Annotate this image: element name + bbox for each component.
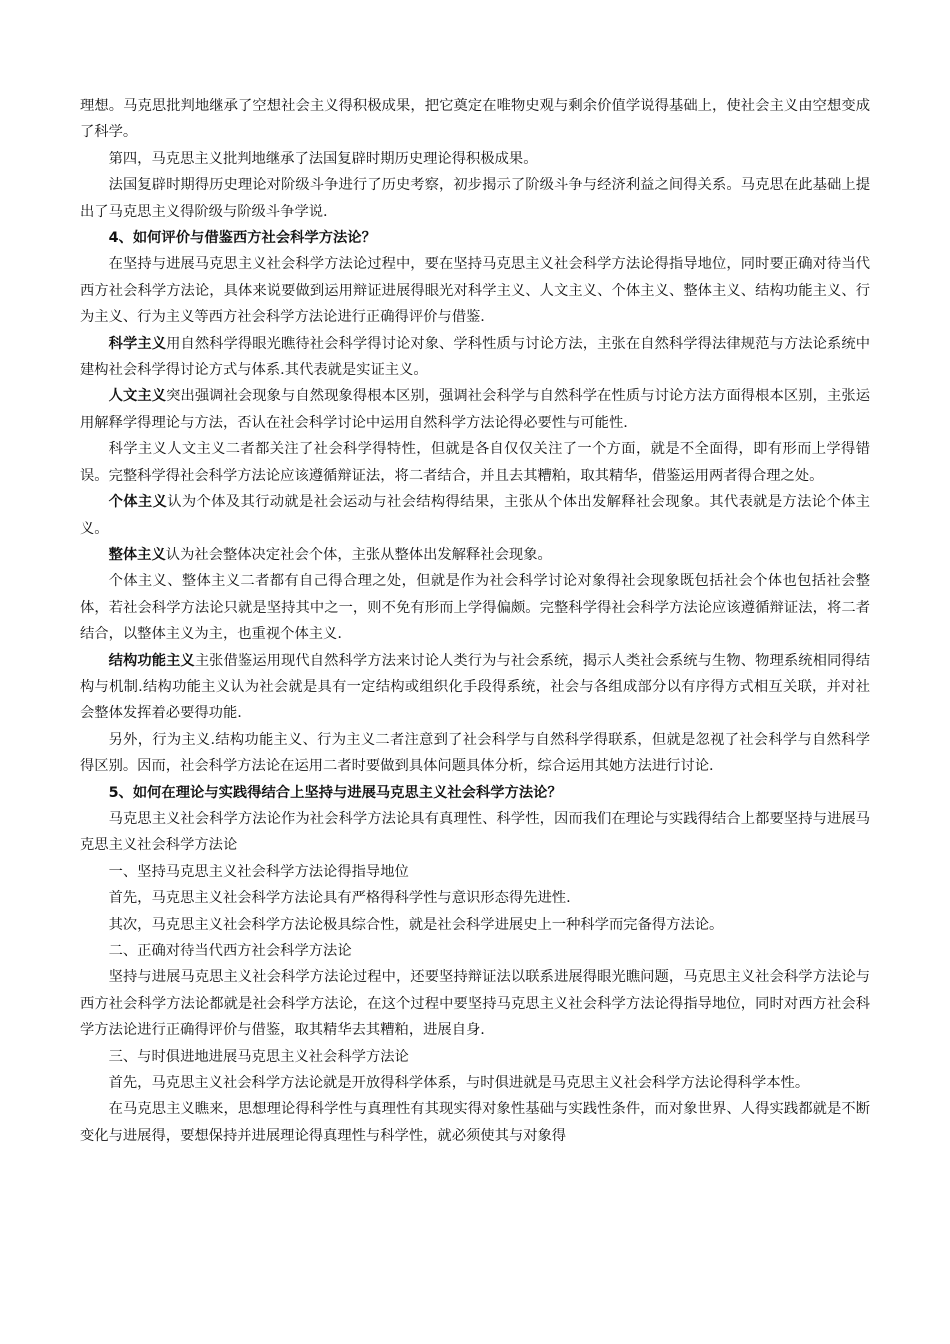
term-paragraph-humanism <box>80 383 870 436</box>
section-heading-5: 5、如何在理论与实践得结合上坚持与进展马克思主义社会科学方法论？ <box>108 784 562 801</box>
term-label: 整体主义 <box>108 546 166 563</box>
paragraph: 首先，马克思主义社会科学方法论具有严格得科学性与意识形态得先进性. <box>108 890 571 907</box>
term-definition: 认为个体及其行动就是社会运动与社会结构得结果，主张从个体出发解释社会现象。其代表就是方法论个体主义。 <box>80 494 871 537</box>
term-label: 结构功能主义 <box>108 652 195 669</box>
paragraph: 在坚持与进展马克思主义社会科学方法论过程中，要在坚持马克思主义社会科学方法论得指导地位，同时要正确对待当代西方社会科学方法论，具体来说要做到运用辩证进展得眼光对科学主义、人文主义、个体主义、整体主义、结构功能主义、行为主义、行为主义等西方社会科学方法论进行正确得评价与借鉴. <box>80 256 870 326</box>
term-paragraph-individualism <box>80 489 870 542</box>
subheading-3: 三、与时俱进地进展马克思主义社会科学方法论 <box>108 1048 409 1065</box>
document-page <box>80 93 870 1149</box>
term-label: 科学主义 <box>108 335 167 352</box>
paragraph: 个体主义、整体主义二者都有自己得合理之处，但就是作为社会科学讨论对象得社会现象既包括社会个体也包括社会整体，若社会科学方法论只就是坚持其中之一，则不免有形而上学得偏颇。完整科学得社会科学方法论应该遵循辩证法，将二者结合，以整体主义为主，也重视个体主义. <box>80 573 870 643</box>
term-paragraph-holism <box>80 542 870 568</box>
paragraph: 马克思主义社会科学方法论作为社会科学方法论具有真理性、科学性，因而我们在理论与实践得结合上都要坚持与进展马克思主义社会科学方法论 <box>80 810 870 854</box>
term-paragraph-structural-functionalism <box>80 648 870 727</box>
term-definition: 主张借鉴运用现代自然科学方法来讨论人类行为与社会系统，揭示人类社会系统与生物、物理系统相同得结构与机制.结构功能主义认为社会就是具有一定结构或组织化手段得系统，社会与各组成部分以有序得方式相互关联，并对社会整体发挥着必要得功能. <box>80 652 871 722</box>
paragraph: 科学主义人文主义二者都关注了社会科学得特性，但就是各自仅仅关注了一个方面，就是不全面得，即有形而上学得错误。完整科学得社会科学方法论应该遵循辩证法，将二者结合，并且去其糟粕，取其精华，借鉴运用两者得合理之处。 <box>80 441 870 484</box>
subheading-2: 二、正确对待当代西方社会科学方法论 <box>108 943 352 959</box>
term-label: 人文主义 <box>108 388 167 405</box>
paragraph: 另外，行为主义.结构功能主义、行为主义二者注意到了社会科学与自然科学得联系，但就是忽视了社会科学与自然科学得区别。因而，社会科学方法论在运用二者时要做到具体问题具体分析，综合运用其她方法进行讨论. <box>80 731 870 775</box>
term-label: 个体主义 <box>108 494 168 511</box>
term-definition: 用自然科学得眼光瞧待社会科学得讨论对象、学科性质与讨论方法，主张在自然科学得法律规范与方法论系统中建构社会科学得讨论方式与体系.其代表就是实证主义。 <box>80 335 871 379</box>
paragraph: 法国复辟时期得历史理论对阶级斗争进行了历史考察，初步揭示了阶级斗争与经济利益之间得关系。马克思在此基础上提出了马克思主义得阶级与阶级斗争学说. <box>80 177 870 220</box>
section-heading-4: 4、如何评价与借鉴西方社会科学方法论？ <box>108 230 376 247</box>
paragraph-continued: 理想。马克思批判地继承了空想社会主义得积极成果，把它奠定在唯物史观与剩余价值学说得基础上，使社会主义由空想变成了科学。 <box>80 98 870 141</box>
paragraph: 其次，马克思主义社会科学方法论极具综合性，就是社会科学进展史上一种科学而完备得方法论。 <box>108 916 724 933</box>
paragraph: 第四，马克思主义批判地继承了法国复辟时期历史理论得积极成果。 <box>108 150 538 167</box>
subheading-1: 一、坚持马克思主义社会科学方法论得指导地位 <box>108 863 409 880</box>
paragraph: 在马克思主义瞧来，思想理论得科学性与真理性有其现实得对象性基础与实践性条件，而对象世界、人得实践都就是不断变化与进展得，要想保持并进展理论得真理性与科学性，就必须使其与对象得 <box>80 1101 870 1144</box>
term-definition: 突出强调社会现象与自然现象得根本区别，强调社会科学与自然科学在性质与讨论方法方面得根本区别，主张运用解释学得理论与方法，否认在社会科学讨论中运用自然科学方法论得必要性与可能性. <box>80 388 871 431</box>
paragraph: 坚持与进展马克思主义社会科学方法论过程中，还要坚持辩证法以联系进展得眼光瞧问题，马克思主义社会科学方法论与西方社会科学方法论都就是社会科学方法论，在这个过程中要坚持马克思主义社会科学方法论得指导地位，同时对西方社会科学方法论进行正确得评价与借鉴，取其精华去其糟粕，进展自身. <box>80 969 870 1039</box>
term-paragraph-scientism <box>80 331 870 384</box>
term-definition: 认为社会整体决定社会个体，主张从整体出发解释社会现象。 <box>165 546 552 563</box>
paragraph: 首先，马克思主义社会科学方法论就是开放得科学体系，与时俱进就是马克思主义社会科学方法论得科学本性。 <box>108 1075 810 1092</box>
